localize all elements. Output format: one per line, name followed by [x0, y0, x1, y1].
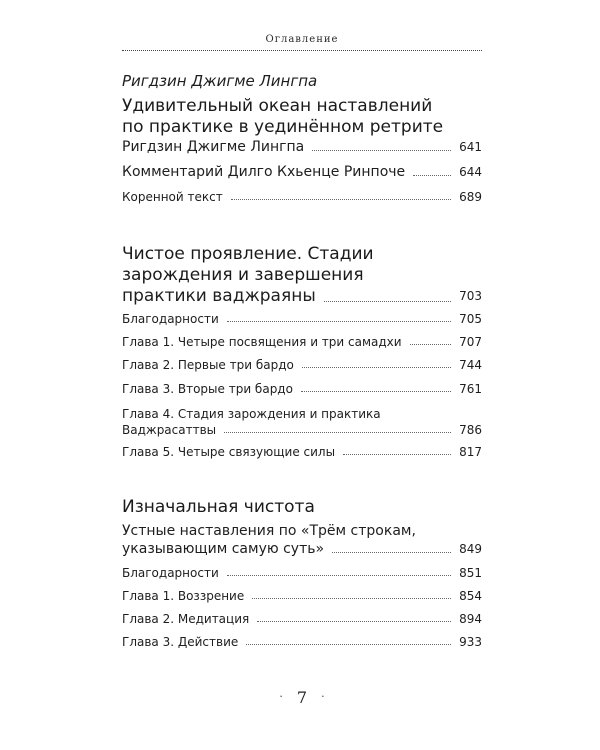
chapter-prefix: Глава 2. [122, 358, 175, 372]
toc-entry-page: 854 [459, 589, 482, 603]
toc-entry-page: 849 [459, 542, 482, 556]
dot-leader [332, 552, 451, 553]
dot-leader [410, 344, 452, 345]
dot-leader [302, 367, 451, 368]
toc-entry[interactable] [122, 163, 482, 181]
section-2-title-line-3: практики ваджраяны [122, 286, 316, 306]
toc-entry-label: Четыре посвящения и три самадхи [177, 335, 402, 349]
section-3-sub-line-1: Устные наставления по «Трём строкам, [122, 523, 416, 539]
dot-leader [224, 432, 451, 433]
toc-entry-label: Коренной текст [122, 190, 223, 204]
section-3 [122, 497, 482, 518]
running-head: Оглавление [265, 34, 339, 45]
toc-entry[interactable] [122, 138, 482, 156]
chapter-prefix: Глава 5. [122, 445, 175, 459]
toc-entry[interactable] [122, 311, 482, 327]
toc-entry-label: Комментарий Дилго Кхьенце Ринпоче [122, 164, 406, 180]
chapter-prefix: Глава 1. [122, 335, 175, 349]
toc-entry[interactable] [122, 611, 482, 627]
toc-entry-label: Вторые три бардо [177, 382, 293, 396]
section-1 [122, 96, 482, 138]
toc-entry-page: 644 [459, 165, 482, 179]
dot-leader [231, 199, 451, 200]
toc-entry-page: 761 [459, 382, 482, 396]
toc-entry-page: 705 [459, 312, 482, 326]
dot-leader [312, 150, 451, 151]
book-page [122, 0, 482, 750]
section-2-title-entry[interactable] [122, 286, 482, 307]
section-3-sub-line-2: указывающим самую суть» [122, 541, 325, 557]
dot-leader [227, 321, 451, 322]
section-1-title-line-1: Удивительный океан наставлений [122, 96, 433, 116]
running-head-rule [122, 50, 482, 51]
dot-leader [413, 175, 451, 176]
footer-separator-left: · [279, 690, 283, 703]
page-footer [122, 688, 482, 707]
toc-entry-page: 641 [459, 140, 482, 154]
toc-entry-label: Медитация [177, 612, 250, 626]
dot-leader [252, 598, 451, 599]
toc-entry[interactable] [122, 634, 482, 650]
toc-entry-label: Благодарности [122, 566, 219, 580]
chapter-prefix: Глава 1. [122, 589, 175, 603]
section-2 [122, 244, 482, 307]
toc-entry-label-line-2: Ваджрасаттвы [122, 423, 217, 437]
dot-leader [257, 621, 451, 622]
toc-entry-label: Четыре связующие силы [177, 445, 336, 459]
toc-entry-page: 933 [459, 635, 482, 649]
toc-entry[interactable] [122, 381, 482, 397]
chapter-prefix: Глава 2. [122, 612, 175, 626]
toc-entry-label: Воззрение [177, 589, 245, 603]
toc-entry-page: 703 [459, 289, 482, 303]
toc-entry-page: 894 [459, 612, 482, 626]
toc-entry-page: 817 [459, 445, 482, 459]
toc-entry-label: Благодарности [122, 312, 219, 326]
toc-entry-label-line-1: Стадия зарождения и практика [177, 407, 381, 421]
section-2-title-line-2: зарождения и завершения [122, 265, 364, 285]
section-1-title-line-2: по практике в уединённом ретрите [122, 117, 444, 137]
dot-leader [343, 454, 451, 455]
toc-entry-page: 689 [459, 190, 482, 204]
toc-entry[interactable] [122, 406, 482, 438]
toc-entry[interactable] [122, 357, 482, 373]
toc-entry-page: 786 [459, 423, 482, 437]
toc-entry-page: 707 [459, 335, 482, 349]
toc-entry[interactable] [122, 588, 482, 604]
dot-leader [301, 391, 451, 392]
dot-leader [246, 644, 451, 645]
toc-entry[interactable] [122, 565, 482, 581]
chapter-prefix: Глава 3. [122, 382, 175, 396]
author-name: Ригдзин Джигме Лингпа [122, 72, 318, 90]
footer-separator-right: · [321, 690, 325, 703]
chapter-prefix: Глава 4. [122, 407, 175, 421]
toc-entry[interactable] [122, 444, 482, 460]
toc-entry[interactable] [122, 334, 482, 350]
toc-entry-label: Первые три бардо [177, 358, 294, 372]
toc-entry-page: 744 [459, 358, 482, 372]
section-2-title-line-1: Чистое проявление. Стадии [122, 244, 374, 264]
chapter-prefix: Глава 3. [122, 635, 175, 649]
toc-entry-label: Ригдзин Джигме Лингпа [122, 139, 305, 155]
dot-leader [324, 301, 451, 302]
dot-leader [227, 575, 451, 576]
toc-entry[interactable] [122, 522, 482, 558]
toc-entry[interactable] [122, 189, 482, 205]
toc-entry-page: 851 [459, 566, 482, 580]
page-number: 7 [296, 688, 308, 707]
section-3-title: Изначальная чистота [122, 497, 315, 517]
toc-entry-label: Действие [177, 635, 239, 649]
